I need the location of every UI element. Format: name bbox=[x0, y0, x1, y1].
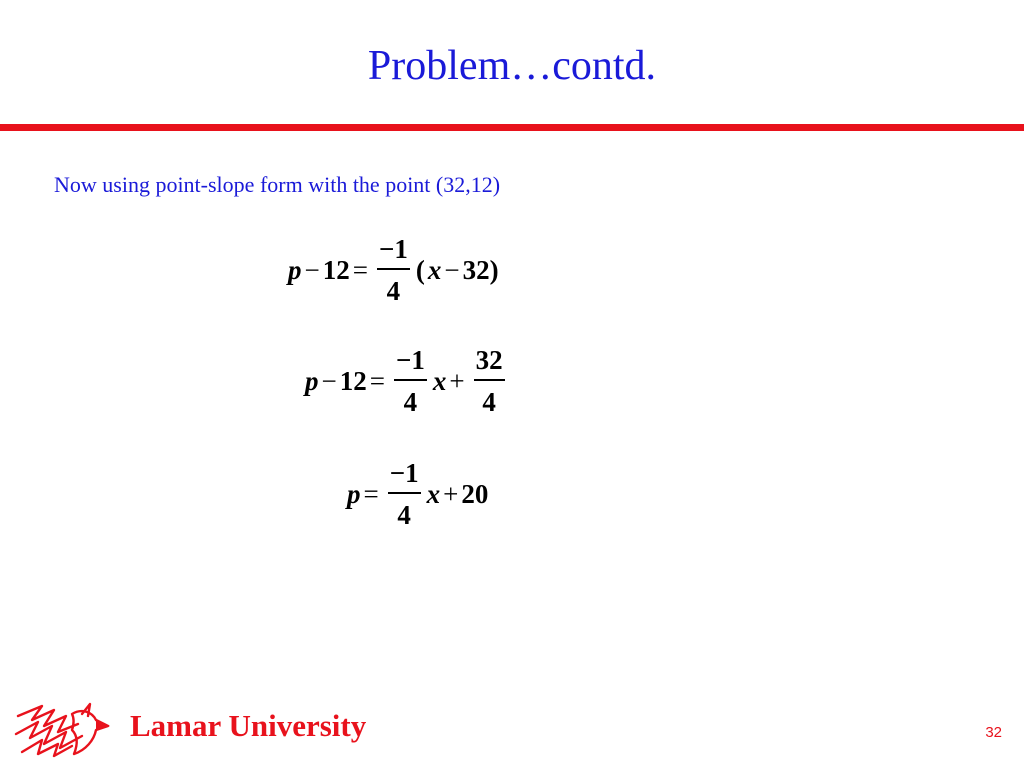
close-paren: ) bbox=[489, 254, 499, 285]
page-number: 32 bbox=[985, 724, 1002, 741]
fraction-denominator: 4 bbox=[403, 386, 418, 417]
fraction bbox=[394, 347, 427, 416]
equation-1 bbox=[288, 236, 499, 305]
number: 32 bbox=[462, 254, 490, 285]
fraction-denominator: 4 bbox=[386, 275, 401, 306]
equation-3 bbox=[347, 460, 488, 529]
fraction-numerator: 32 bbox=[475, 345, 503, 375]
number: 20 bbox=[461, 478, 489, 509]
fraction bbox=[474, 347, 505, 416]
var-p: p bbox=[305, 365, 319, 396]
fraction-denominator: 4 bbox=[482, 386, 496, 417]
number: 12 bbox=[339, 365, 367, 396]
fraction-denominator: 4 bbox=[397, 499, 411, 530]
var-p: p bbox=[347, 478, 361, 509]
fraction bbox=[388, 460, 421, 529]
title-divider bbox=[0, 124, 1024, 131]
var-x: x bbox=[432, 365, 447, 396]
fraction-numerator: −1 bbox=[378, 234, 408, 264]
plus-sign: + bbox=[443, 478, 459, 509]
minus-sign: − bbox=[321, 365, 337, 396]
equals-sign: = bbox=[369, 365, 385, 396]
minus-sign: − bbox=[304, 254, 320, 285]
fraction-numerator: −1 bbox=[389, 458, 419, 488]
slide-title: Problem…contd. bbox=[367, 43, 657, 89]
intro-text: Now using point-slope form with the point (32,12) bbox=[54, 172, 501, 197]
equation-2 bbox=[305, 347, 511, 416]
var-x: x bbox=[426, 478, 441, 509]
plus-sign: + bbox=[449, 365, 465, 396]
open-paren: ( bbox=[415, 254, 425, 285]
var-x: x bbox=[427, 254, 442, 285]
fraction bbox=[377, 236, 410, 305]
number: 12 bbox=[322, 254, 350, 285]
equals-sign: = bbox=[363, 478, 379, 509]
minus-sign: − bbox=[444, 254, 460, 285]
cardinal-logo-icon bbox=[12, 700, 112, 760]
equals-sign: = bbox=[352, 254, 368, 285]
fraction-numerator: −1 bbox=[395, 345, 425, 375]
brand-name: Lamar University bbox=[130, 708, 367, 743]
var-p: p bbox=[288, 254, 302, 285]
